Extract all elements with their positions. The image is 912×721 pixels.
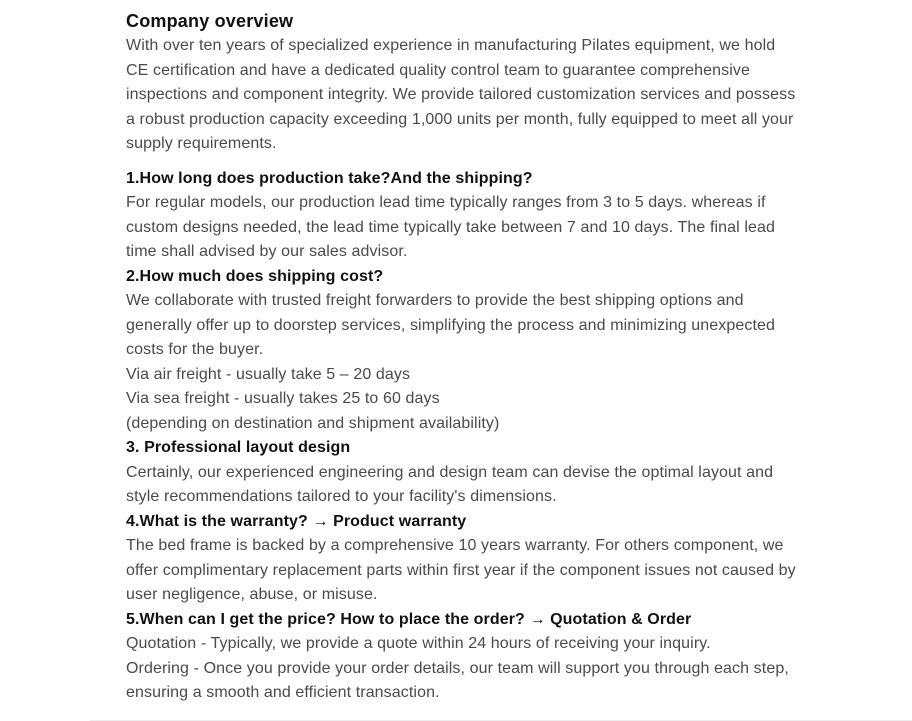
- faq-answer-line: Ordering - Once you provide your order details, our team will support you through each step, ensuring a smooth and efficient transaction.: [126, 659, 789, 701]
- company-overview-title: Company overview: [126, 11, 294, 31]
- faq-item: [126, 436, 796, 510]
- faq-item: [126, 608, 796, 706]
- faq-answer-line: The bed frame is backed by a comprehensive 10 years warranty. For others component, we offer complimentary replacement parts within first year if the component issues not caused by user negligence, abuse, or misuse.: [126, 537, 796, 603]
- faq-answer-line: For regular models, our production lead time typically ranges from 3 to 5 days. whereas if custom designs needed, the lead time typically take between 7 and 10 days. The final lead time shall advised by our sales advisor.: [126, 194, 776, 260]
- faq-answer-line: Certainly, our experienced engineering and design team can devise the optimal layout and style recommendations tailored to your facility's dimensions.: [126, 463, 774, 505]
- faq-item: [126, 167, 796, 265]
- faq-question-3: 3. Professional layout design: [126, 439, 351, 456]
- faq-question-5: 5.When can I get the price? How to place the order? → Quotation & Order: [126, 610, 692, 628]
- company-overview-section: [126, 8, 796, 706]
- faq-question-4: 4.What is the warranty? → Product warranty: [126, 512, 467, 530]
- faq-item: [126, 265, 796, 437]
- faq-question-1: 1.How long does production take?And the shipping?: [126, 169, 533, 187]
- faq-answer-line: (depending on destination and shipment availability): [126, 414, 500, 432]
- faq-question-2: 2.How much does shipping cost?: [126, 267, 384, 285]
- faq-answer-line: Quotation - Typically, we provide a quote within 24 hours of receiving your inquiry.: [126, 635, 711, 652]
- company-overview-paragraph: With over ten years of specialized experience in manufacturing Pilates equipment, we hold CE certification and have a dedicated quality control team to guarantee comprehensive inspections and component integrity. We provide tailored customization services and possess a robust production capacity exceeding 1,000 units per month, fully equipped to meet all your supply requirements.: [126, 37, 796, 152]
- faq-item: [126, 510, 796, 608]
- faq-answer-line: Via sea freight - usually takes 25 to 60 days: [126, 390, 440, 407]
- faq-answer-line: Via air freight - usually take 5 – 20 days: [126, 365, 411, 383]
- faq-answer-line: We collaborate with trusted freight forwarders to provide the best shipping options and generally offer up to doorstep services, simplifying the process and minimizing unexpected costs for the buyer.: [126, 292, 776, 358]
